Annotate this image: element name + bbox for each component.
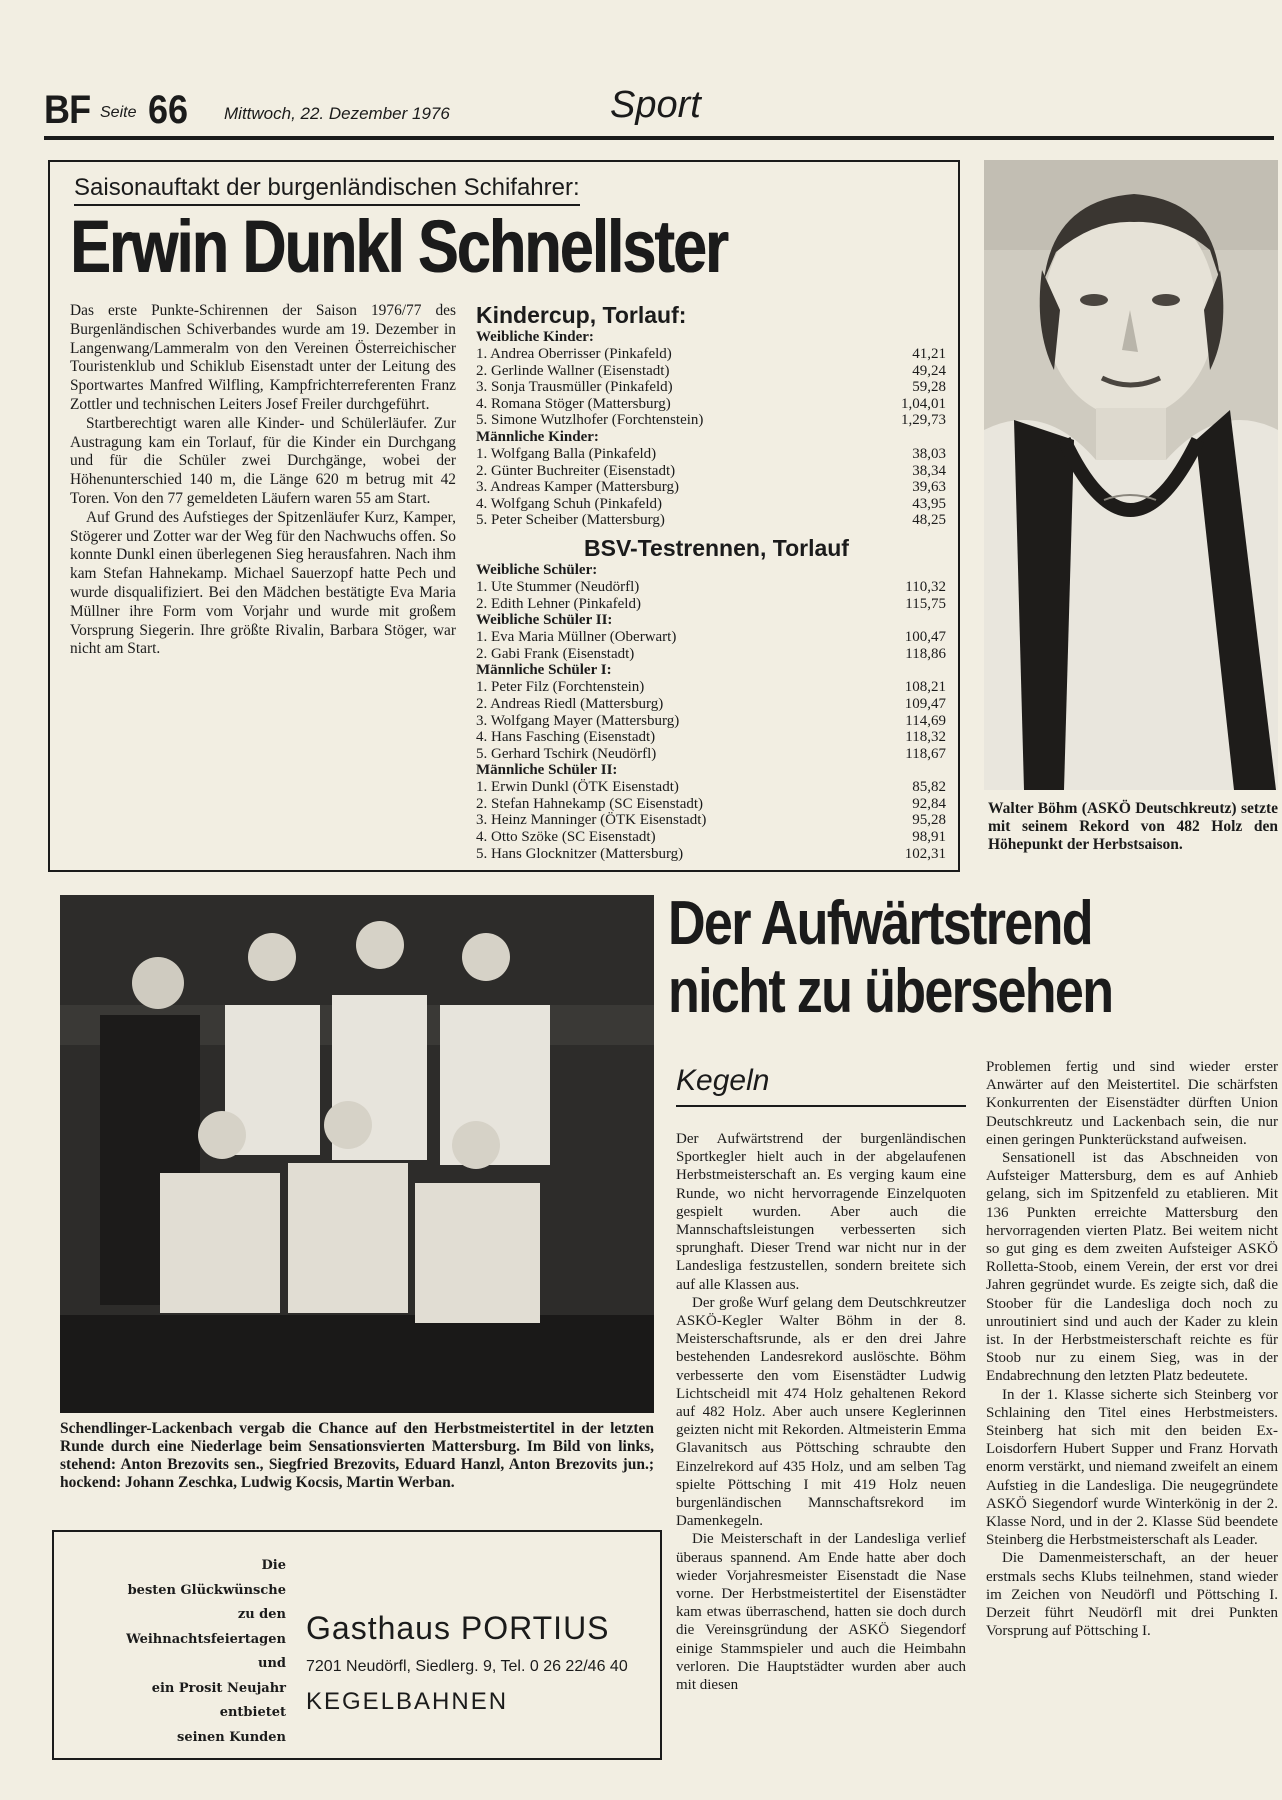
result-row: 1. Wolfgang Balla (Pinkafeld) 38,03 xyxy=(476,445,946,462)
portrait-illustration xyxy=(984,160,1278,790)
bsv-heading: BSV-Testrennen, Torlauf xyxy=(584,534,849,561)
result-row: 4. Romana Stöger (Mattersburg) 1,04,01 xyxy=(476,395,946,412)
newspaper-logo: BF xyxy=(44,88,91,132)
page-label: Seite xyxy=(100,104,137,121)
result-row: 5. Peter Scheiber (Mattersburg) 48,25 xyxy=(476,512,946,529)
result-category: Weibliche Schüler II: xyxy=(476,612,613,629)
paragraph: Der große Wurf gelang dem Deutschkreutzer ASKÖ-Kegler Walter Böhm in der 8. Meisterschaftsrunde, als er den drei Jahre bestehenden Landesrekord auslöschte. Böhm verbesserte den vom Eisenstädter Ludwig Lichtscheidl mit 474 Holz gehaltenen Rekord auf 482 Holz. Aber auch unsere Keglerinnen geizten nicht mit Rekorden. Altmeisterin Emma Glavanitsch aus Pöttsching schraubte den Einzelrekord auf 435 Holz, und am selben Tag spielte Pöttsching I mit 419 Holz neuen burgenländischen Mannschaftsrekord im Damenkegeln. xyxy=(676,1294,966,1530)
result-row: 4. Otto Szöke (SC Eisenstadt) 98,91 xyxy=(476,829,946,846)
results-column xyxy=(476,302,946,862)
masthead xyxy=(44,84,1274,140)
headline-line: Der Aufwärtstrend xyxy=(668,889,1092,958)
result-row: 3. Sonja Trausmüller (Pinkafeld) 59,28 xyxy=(476,379,946,396)
paragraph: Der Aufwärtstrend der burgenländischen Sportkegler hielt auch in der abgelaufenen Herbstmeisterschaft an. Es verging kaum eine Runde, wo nicht hervorragende Einzelquoten gespielt wurden. Aber auch die Mannschaftsleistungen verbesserten sich sprunghaft. Dieser Trend war nicht nur in der Landesliga festzustellen, sondern breitete sich auf alle Klassen aus. xyxy=(676,1131,966,1293)
result-category: Männliche Schüler II: xyxy=(476,762,618,779)
page-number: 66 xyxy=(148,88,189,132)
paragraph: Auf Grund des Aufstieges der Spitzenläufer Kurz, Kamper, Stögerer und Zotter war der Weg für den Nachwuchs offen. So konnte Dunkl einen überlegenen Sieg herausfahren. Nach ihm kam Stefan Hahnekamp. Michael Sauerzopf hatte Pech und wurde disqualifiziert. Bei den Mädchen bestätigte Eva Maria Müllner ihre Form vom Vorjahr und wurde mit großem Vorsprung Siegerin. Ihre größte Rivalin, Barbara Stöger, war nicht am Start. xyxy=(70,508,456,658)
portrait-caption: Walter Böhm (ASKÖ Deutschkreutz) setzte mit seinem Rekord von 482 Holz den Höhepunkt der Herbstsaison. xyxy=(988,800,1278,853)
result-row: 2. Gabi Frank (Eisenstadt) 118,86 xyxy=(476,645,946,662)
headline-line: nicht zu übersehen xyxy=(668,957,1113,1026)
team-illustration xyxy=(60,895,654,1413)
paragraph: Das erste Punkte-Schirennen der Saison 1976/77 des Burgenländischen Schiverbandes wurde am 19. Dezember in Langenwang/Lammeralm von den Vereinen Österreichischer Touristenklub und Schiklub Eisenstadt unter der Leitung des Sportwartes Manfred Wilfling, Kampfrichterreferenten Franz Zottler und technischen Leiters Josef Freiler durchgeführt. xyxy=(70,302,456,413)
result-row: 2. Gerlinde Wallner (Eisenstadt) 49,24 xyxy=(476,362,946,379)
bowling-column-2 xyxy=(986,1058,1278,1641)
result-row: 5. Hans Glocknitzer (Mattersburg) 102,31 xyxy=(476,845,946,862)
result-row: 1. Ute Stummer (Neudörfl) 110,32 xyxy=(476,578,946,595)
ad-address: 7201 Neudörfl, Siedlerg. 9, Tel. 0 26 22/46 40 xyxy=(306,1658,628,1675)
result-row: 2. Edith Lehner (Pinkafeld) 115,75 xyxy=(476,595,946,612)
paragraph: Die Meisterschaft in der Landesliga verlief überaus spannend. Am Ende hatte aber doch wieder Vorjahresmeister Eisenstadt die Nase vorne. Der Herbstmeistertitel der Eisenstädter kam etwas überraschend, hatten sie doch durch die Vereinsgründung der ASKÖ Siegendorf einige Stammspieler und auch die Heimbahn verloren. Die Hauptstädter wurden aber auch mit diesen xyxy=(676,1531,966,1694)
gasthaus-advertisement xyxy=(52,1530,662,1760)
result-row: 3. Wolfgang Mayer (Mattersburg) 114,69 xyxy=(476,712,946,729)
result-row: 1. Peter Filz (Forchtenstein) 108,21 xyxy=(476,679,946,696)
result-row: 4. Hans Fasching (Eisenstadt) 118,32 xyxy=(476,729,946,746)
paragraph: Sensationell ist das Abschneiden von Aufsteiger Mattersburg, dem es auf Anhieb gelang, sich im Spitzenfeld zu etablieren. Mit 136 Punkten erreichte Mattersburg den hervorragenden vierten Platz. Bei weitem nicht so gut ging es dem zweiten Aufsteiger ASKÖ Rolletta-Stoob, einem Verein, der erst vor drei Jahren gegründet wurde. Es zeigte sich, daß die Stoober für die Landesliga doch noch zu unroutiniert sind und auch der Kader zu klein ist. In der Herbstmeisterschaft reichte es für Stoob nur zu einem Sieg, was in der Endabrechnung den letzten Platz bedeutete. xyxy=(986,1150,1278,1385)
bowling-headline xyxy=(668,890,1180,1026)
portrait-photo xyxy=(984,160,1278,790)
result-row: 2. Günter Buchreiter (Eisenstadt) 38,34 xyxy=(476,462,946,479)
kindercup-heading: Kindercup, Torlauf: xyxy=(476,302,687,328)
ad-tagline: KEGELBAHNEN xyxy=(306,1688,509,1715)
result-row: 1. Eva Maria Müllner (Oberwart) 100,47 xyxy=(476,629,946,646)
subhead-rule xyxy=(676,1105,966,1107)
kindercup-results xyxy=(476,329,946,529)
result-row: 1. Erwin Dunkl (ÖTK Eisenstadt) 85,82 xyxy=(476,779,946,796)
article-kicker: Saisonauftakt der burgenländischen Schifahrer: xyxy=(74,174,580,206)
article-subhead: Kegeln xyxy=(676,1064,770,1097)
bsv-results xyxy=(476,562,946,862)
ad-business-name: Gasthaus PORTIUS xyxy=(306,1610,610,1646)
result-row: 4. Wolfgang Schuh (Pinkafeld) 43,95 xyxy=(476,495,946,512)
result-row: 5. Gerhard Tschirk (Neudörfl) 118,67 xyxy=(476,745,946,762)
ad-greeting: Die besten Glückwünsche zu den Weihnachtsfeiertagen und ein Prosit Neujahr entbietet seinen Kunden xyxy=(126,1558,286,1745)
paragraph: Die Damenmeisterschaft, an der heuer erstmals sechs Klubs teilnehmen, stand wieder im Zeichen von Neudörfl und Pöttsching I. Derzeit führt Neudörfl mit drei Punkten Vorsprung auf Pöttsching I. xyxy=(986,1550,1278,1640)
result-category: Männliche Kinder: xyxy=(476,428,599,445)
result-row: 5. Simone Wutzlhofer (Forchtenstein) 1,29,73 xyxy=(476,412,946,429)
result-category: Männliche Schüler I: xyxy=(476,662,612,679)
issue-date: Mittwoch, 22. Dezember 1976 xyxy=(224,104,450,123)
team-caption: Schendlinger-Lackenbach vergab die Chance auf den Herbstmeistertitel in der letzten Runde durch eine Niederlage beim Sensationsvierten Mattersburg. Im Bild von links, stehend: Anton Brezovits sen., Siegfried Brezovits, Eduard Hanzl, Anton Brezovits jun.; hockend: Johann Zeschka, Ludwig Kocsis, Martin Werban. xyxy=(60,1420,654,1491)
result-row: 1. Andrea Oberrisser (Pinkafeld) 41,21 xyxy=(476,346,946,362)
result-category: Weibliche Schüler: xyxy=(476,561,598,578)
result-category: Weibliche Kinder: xyxy=(476,329,594,345)
result-row: 2. Stefan Hahnekamp (SC Eisenstadt) 92,84 xyxy=(476,795,946,812)
team-photo xyxy=(60,895,654,1413)
paragraph: In der 1. Klasse sicherte sich Steinberg vor Schlaining den Titel eines Herbstmeisters. Steinberg hat sich mit den beiden Ex-Loisdorfern Hubert Supper und Franz Horvath enorm verstärkt, und niemand zweifelt an einem Aufstieg in die Landesliga. Die neugegründete ASKÖ Siegendorf wurde Winterkönig in der 2. Klasse Nord, und in der 2. Klasse Süd beendete Steinberg die Herbstmeisterschaft als Leader. xyxy=(986,1386,1278,1549)
result-row: 3. Andreas Kamper (Mattersburg) 39,63 xyxy=(476,479,946,496)
paragraph: Problemen fertig und sind wieder erster Anwärter auf den Meistertitel. Die schärfsten Konkurrenten der Eisenstädter dürften Union Deutschkreutz und Lackenbach sein, die nur einen geringen Punkterückstand aufweisen. xyxy=(986,1059,1278,1148)
result-row: 3. Heinz Manninger (ÖTK Eisenstadt) 95,28 xyxy=(476,812,946,829)
bowling-column-1 xyxy=(676,1130,966,1694)
article-headline: Erwin Dunkl Schnellster xyxy=(70,205,727,288)
result-row: 2. Andreas Riedl (Mattersburg) 109,47 xyxy=(476,695,946,712)
paragraph: Startberechtigt waren alle Kinder- und Schülerläufer. Zur Austragung kam ein Torlauf, für die Kinder ein Durchgang und für die Schüler zwei Durchgänge, wobei der Höhenunterschied 140 m, die Länge 620 m betrug mit 42 Toren. Von den 77 gemeldeten Läufern waren 55 am Start. xyxy=(70,414,456,507)
ski-article-box xyxy=(48,160,960,872)
ski-article-body xyxy=(70,302,456,659)
section-title: Sport xyxy=(610,84,701,126)
